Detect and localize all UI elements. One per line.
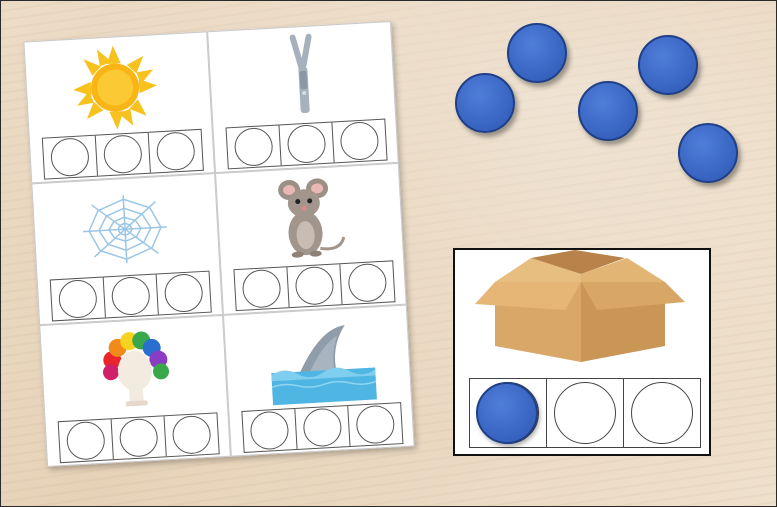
shark-fin-icon bbox=[224, 310, 413, 412]
sound-circle[interactable] bbox=[631, 382, 693, 444]
sound-circle[interactable] bbox=[119, 418, 159, 458]
sound-circle[interactable] bbox=[242, 269, 282, 309]
sound-circle[interactable] bbox=[156, 131, 196, 171]
counter-chip[interactable] bbox=[638, 35, 698, 95]
counter-chip[interactable] bbox=[455, 73, 515, 133]
box-answer-card bbox=[453, 248, 711, 456]
sun-icon bbox=[25, 36, 214, 138]
sound-boxes bbox=[241, 402, 403, 453]
sound-circle[interactable] bbox=[66, 421, 106, 461]
clown-wig-icon bbox=[41, 320, 230, 422]
sound-circle[interactable] bbox=[339, 121, 379, 161]
sound-circle[interactable] bbox=[103, 134, 143, 174]
sound-boxes bbox=[233, 260, 395, 311]
sound-boxes bbox=[42, 129, 204, 180]
sound-circle[interactable] bbox=[58, 279, 98, 319]
sound-circle[interactable] bbox=[234, 127, 274, 167]
sound-circle[interactable] bbox=[302, 407, 342, 447]
spider-web-icon bbox=[33, 178, 222, 280]
picture-card-clown-wig[interactable] bbox=[39, 315, 231, 467]
sound-circle[interactable] bbox=[249, 410, 289, 450]
picture-card-spider-web[interactable] bbox=[31, 173, 223, 325]
sound-boxes bbox=[226, 119, 388, 170]
counter-chip[interactable] bbox=[578, 81, 638, 141]
picture-card-shark-fin[interactable] bbox=[223, 305, 415, 457]
sound-circle[interactable] bbox=[164, 273, 204, 313]
sound-circle[interactable] bbox=[554, 382, 616, 444]
zipper-icon bbox=[208, 26, 397, 128]
sound-circle[interactable] bbox=[172, 415, 212, 455]
counter-chip[interactable] bbox=[678, 123, 738, 183]
picture-card-sheet bbox=[23, 21, 414, 467]
picture-card-sun[interactable] bbox=[23, 31, 215, 183]
sound-circle[interactable] bbox=[294, 266, 334, 306]
box-icon bbox=[455, 250, 709, 376]
sound-circle[interactable] bbox=[287, 124, 327, 164]
picture-card-mouse[interactable] bbox=[215, 163, 407, 315]
sound-circle[interactable] bbox=[111, 276, 151, 316]
answer-sound-boxes bbox=[469, 378, 701, 448]
sound-circle[interactable] bbox=[347, 263, 387, 303]
sound-boxes bbox=[58, 412, 220, 463]
sound-circle[interactable] bbox=[50, 137, 90, 177]
sound-boxes bbox=[50, 271, 212, 322]
counter-chip[interactable] bbox=[507, 23, 567, 83]
picture-card-zipper[interactable] bbox=[207, 21, 399, 173]
sound-circle[interactable] bbox=[355, 405, 395, 445]
placed-counter-chip[interactable] bbox=[476, 382, 538, 444]
mouse-icon bbox=[216, 168, 405, 270]
